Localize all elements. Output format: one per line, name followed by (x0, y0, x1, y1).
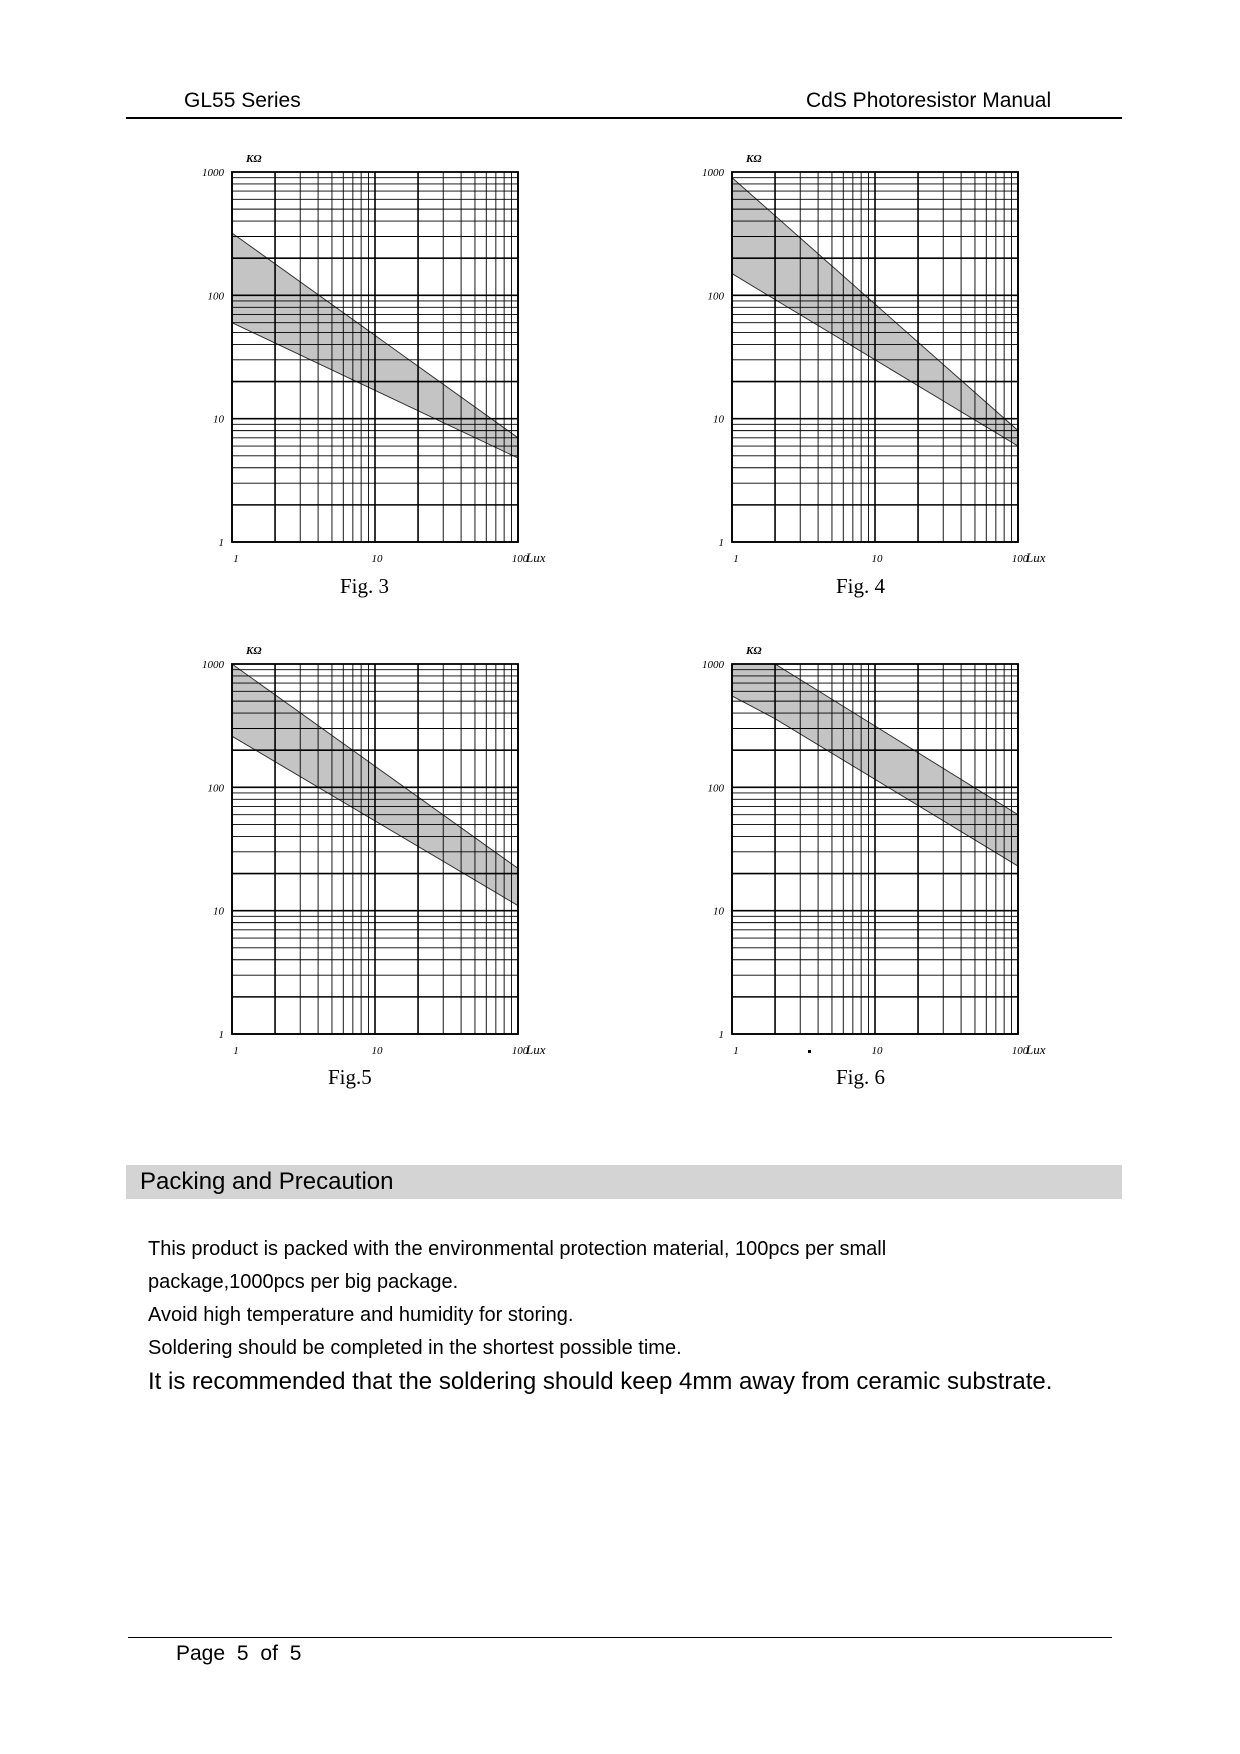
body-line: Soldering should be completed in the shortest possible time. (148, 1337, 682, 1359)
x-tick-label: 100 (511, 553, 529, 565)
y-unit-label: KΩ (746, 645, 762, 657)
header-series-title: GL55 Series (184, 89, 301, 112)
y-tick-label: 1000 (702, 659, 724, 671)
y-tick-label: 1 (718, 1029, 724, 1041)
body-line: It is recommended that the soldering should keep 4mm away from ceramic substrate. (148, 1368, 1053, 1395)
chart-svg (190, 640, 560, 1060)
chart-fig5 (190, 640, 560, 1060)
y-unit-label: KΩ (246, 153, 262, 165)
y-unit-label: KΩ (746, 153, 762, 165)
chart-fig6 (690, 640, 1060, 1060)
y-tick-label: 10 (713, 413, 724, 426)
y-tick-label: 1000 (202, 659, 224, 671)
y-tick-label: 100 (707, 290, 724, 303)
x-unit-label: Lux (526, 550, 546, 565)
x-unit-label: Lux (1026, 550, 1046, 565)
section-header-bar (126, 1165, 1122, 1199)
page-number: Page 5 of 5 (176, 1642, 302, 1665)
y-tick-label: 10 (213, 413, 224, 426)
section-body (148, 1233, 1148, 1399)
footer-rule (128, 1637, 1112, 1638)
y-tick-label: 1 (218, 537, 224, 549)
y-tick-label: 100 (707, 782, 724, 795)
caption-fig5: Fig.5 (328, 1065, 372, 1089)
x-unit-label: Lux (1026, 1042, 1046, 1057)
stray-dot (808, 1050, 811, 1053)
y-tick-label: 100 (207, 782, 224, 795)
x-tick-label: 100 (1011, 1045, 1029, 1057)
x-tick-label: 1 (733, 1045, 739, 1057)
y-tick-label: 1 (718, 537, 724, 549)
y-tick-label: 10 (213, 905, 224, 918)
header-manual-title: CdS Photoresistor Manual (806, 89, 1052, 112)
y-tick-label: 10 (713, 905, 724, 918)
x-tick-label: 10 (371, 1045, 383, 1057)
x-tick-label: 10 (371, 553, 383, 565)
x-unit-label: Lux (526, 1042, 546, 1057)
y-unit-label: KΩ (246, 645, 262, 657)
chart-svg (190, 148, 560, 568)
body-line: package,1000pcs per big package. (148, 1271, 459, 1293)
chart-fig3 (190, 148, 560, 568)
body-line: Avoid high temperature and humidity for storing. (148, 1304, 574, 1326)
x-tick-label: 100 (1011, 553, 1029, 565)
x-tick-label: 10 (871, 1045, 883, 1057)
header-rule (126, 117, 1122, 119)
y-tick-label: 1 (218, 1029, 224, 1041)
caption-fig6: Fig. 6 (836, 1065, 886, 1089)
y-tick-label: 1000 (202, 167, 224, 179)
chart-svg (690, 640, 1060, 1060)
chart-fig4 (690, 148, 1060, 568)
body-line: This product is packed with the environmental protection material, 100pcs per small (148, 1238, 887, 1260)
x-tick-label: 100 (511, 1045, 529, 1057)
chart-svg (690, 148, 1060, 568)
x-tick-label: 1 (233, 1045, 239, 1057)
y-tick-label: 1000 (702, 167, 724, 179)
x-tick-label: 10 (871, 553, 883, 565)
x-tick-label: 1 (733, 553, 739, 565)
y-tick-label: 100 (207, 290, 224, 303)
section-title: Packing and Precaution (140, 1168, 394, 1195)
caption-fig4: Fig. 4 (836, 574, 886, 598)
caption-fig3: Fig. 3 (340, 574, 390, 598)
x-tick-label: 1 (233, 553, 239, 565)
